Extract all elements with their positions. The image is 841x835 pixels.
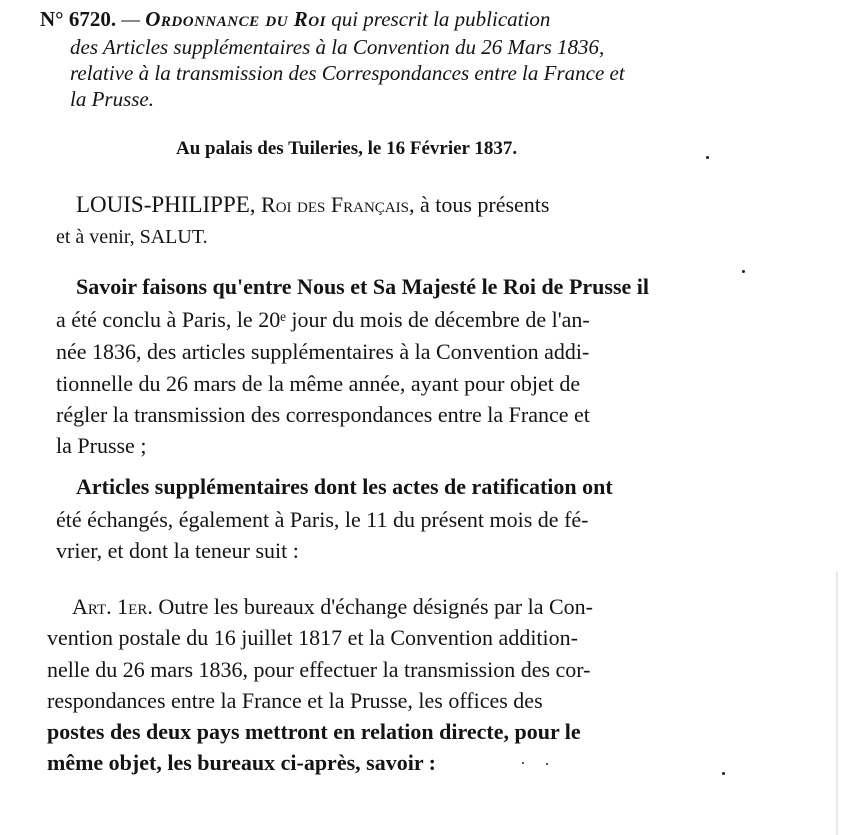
article1-line-1 — [72, 592, 593, 622]
para2-line-2: été échangés, également à Paris, le 11 du présent mois de fé- — [56, 507, 589, 532]
article1-line-5: postes des deux pays mettront en relation directe, pour le — [47, 719, 581, 744]
scan-speck — [522, 762, 524, 764]
para1-line-1: Savoir faisons qu'entre Nous et Sa Majesté le Roi de Prusse il — [76, 274, 649, 299]
opening-line-1 — [76, 190, 549, 220]
ordinance-title: Ordonnance du Roi — [145, 7, 326, 31]
article1-line-4: respondances entre la France et la Prusse, les offices des — [47, 688, 543, 713]
para1-line-4: tionnelle du 26 mars de la même année, ayant pour objet de — [56, 371, 581, 396]
ordinance-number: N° 6720. — [40, 7, 117, 31]
heading-line-4: la Prusse. — [70, 87, 154, 111]
scan-edge-shadow — [836, 572, 838, 835]
opening-line-1-rest: à tous présents — [414, 192, 550, 217]
scan-speck — [546, 763, 548, 765]
king-name: LOUIS-PHILIPPE, — [76, 192, 256, 217]
article1-line-2: vention postale du 16 juillet 1817 et la Convention addition- — [47, 625, 578, 650]
para1-line-6: la Prusse ; — [56, 433, 147, 458]
heading-line-1-rest: qui prescrit la publication — [325, 7, 551, 31]
king-title: Roi des Français, — [255, 192, 415, 217]
para1-line-5: régler la transmission des correspondances entre la France et — [56, 402, 590, 427]
opening-line-2: et à venir, SALUT. — [56, 226, 208, 248]
dateline: Au palais des Tuileries, le 16 Février 1837. — [176, 138, 518, 159]
para2-line-3: vrier, et dont la teneur suit : — [56, 538, 299, 563]
article1-line-1-rest: Outre les bureaux d'échange désignés par la Con- — [152, 594, 593, 619]
heading-line-1 — [40, 6, 550, 32]
heading-line-3: relative à la transmission des Correspondances entre la France et — [70, 61, 625, 85]
para1-line-3: née 1836, des articles supplémentaires à la Convention addi- — [56, 339, 590, 364]
article-label: Art. 1er. — [72, 594, 153, 619]
para2-line-1: Articles supplémentaires dont les actes de ratification ont — [76, 474, 613, 499]
scan-speck — [706, 156, 709, 159]
article1-line-6: même objet, les bureaux ci-après, savoir : — [47, 750, 437, 775]
para1-line-2: a été conclu à Paris, le 20ᵉ jour du mois de décembre de l'an- — [56, 307, 590, 332]
heading-dash: — — [116, 7, 146, 31]
heading-line-2: des Articles supplémentaires à la Convention du 26 Mars 1836, — [70, 35, 605, 59]
scan-speck — [722, 772, 725, 775]
article1-line-3: nelle du 26 mars 1836, pour effectuer la transmission des cor- — [47, 657, 591, 682]
scan-speck — [742, 270, 745, 273]
